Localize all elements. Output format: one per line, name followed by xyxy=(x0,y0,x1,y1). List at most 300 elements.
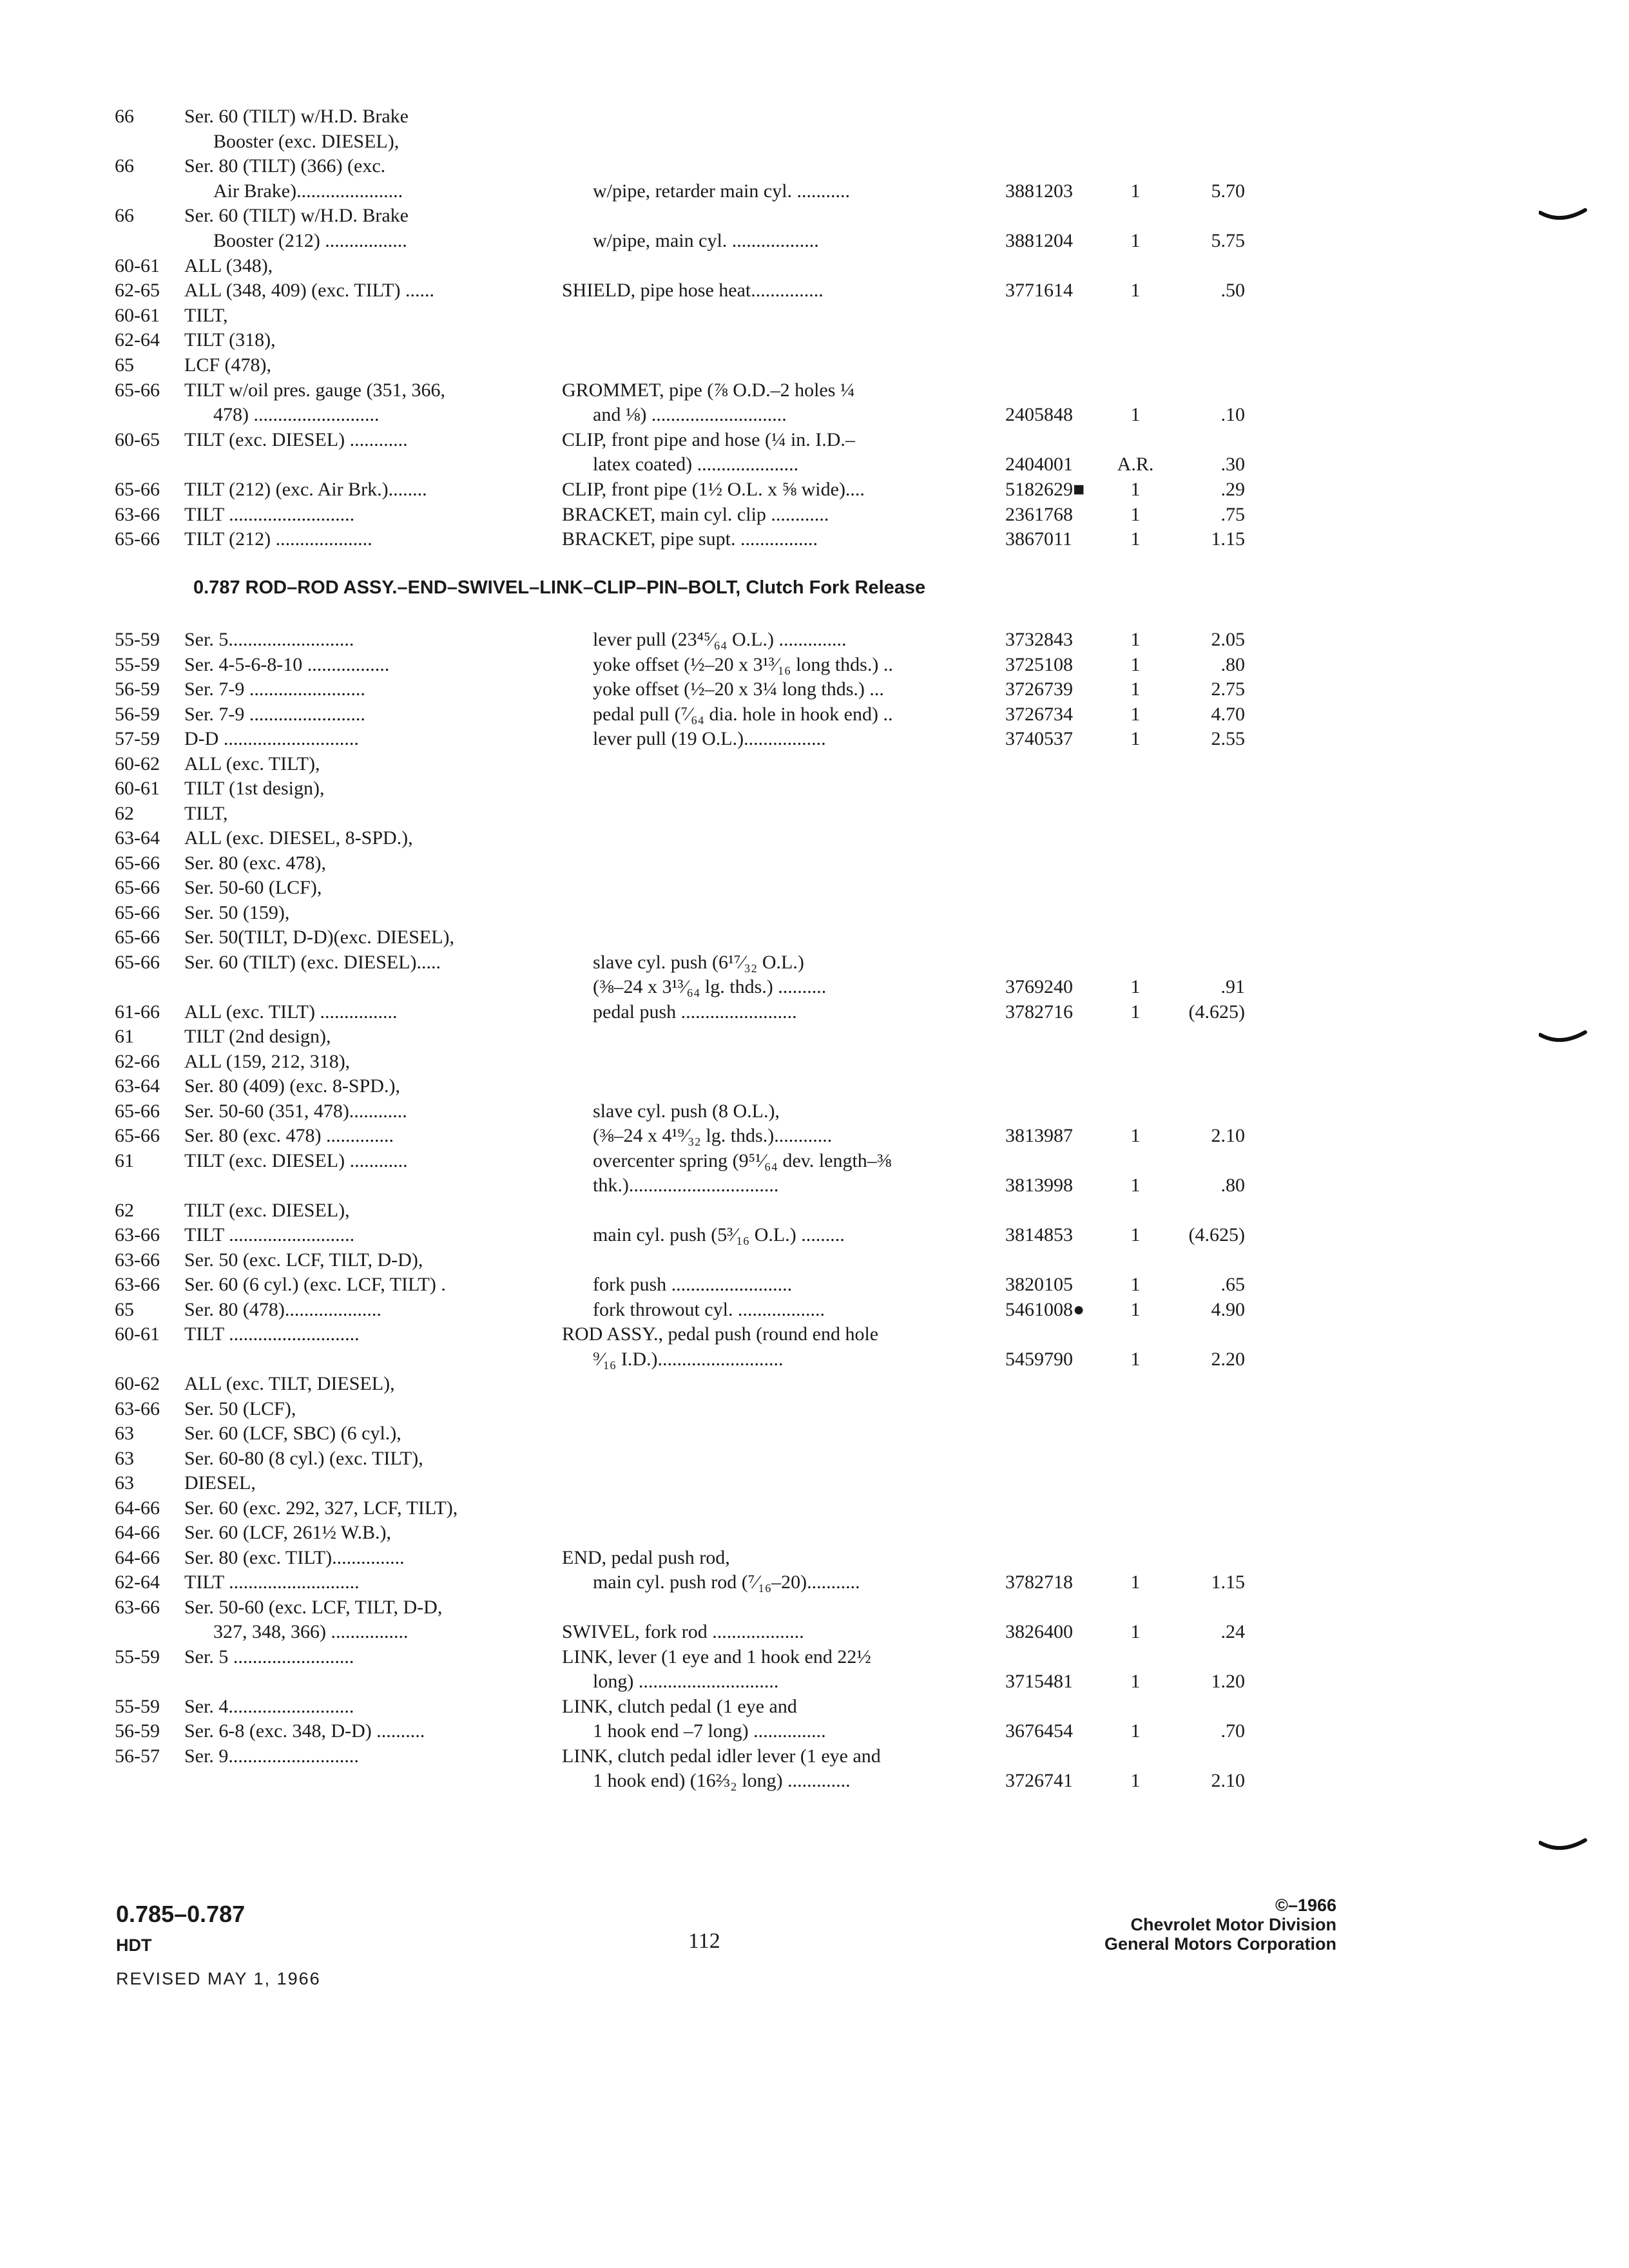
year-cell: 60-62 xyxy=(115,753,160,774)
quantity-cell: 1 xyxy=(1130,1125,1141,1146)
part-number-cell: 3813987 xyxy=(1005,1125,1073,1146)
table-row xyxy=(0,179,1629,204)
description-cell: GROMMET, pipe (⅞ O.D.–2 holes ¼ xyxy=(562,379,855,401)
application-cell: TILT (212) .................... xyxy=(184,528,372,550)
price-cell: 2.55 xyxy=(1211,728,1245,749)
application-cell: TILT (exc. DIESEL) ............ xyxy=(184,428,408,450)
application-cell: TILT w/oil pres. gauge (351, 366, xyxy=(184,379,445,401)
table-row xyxy=(0,130,1629,154)
table-row xyxy=(0,1769,1629,1793)
quantity-cell: 1 xyxy=(1130,1274,1141,1295)
table-row xyxy=(0,1173,1629,1198)
application-cell: Booster (212) ................. xyxy=(213,230,407,251)
application-cell: Ser. 60 (6 cyl.) (exc. LCF, TILT) . xyxy=(184,1274,446,1295)
application-cell: Ser. 50 (159), xyxy=(184,901,290,923)
price-cell: 1.20 xyxy=(1211,1671,1245,1692)
section-heading: 0.787 ROD–ROD ASSY.–END–SWIVEL–LINK–CLIP–PIN–BOLT, Clutch Fork Release xyxy=(193,577,926,598)
table-row xyxy=(0,428,1629,452)
description-cell: SHIELD, pipe hose heat............... xyxy=(562,280,824,302)
application-cell: Air Brake)...................... xyxy=(213,180,403,202)
year-cell: 56-59 xyxy=(115,1720,160,1742)
application-cell: ALL (exc. TILT), xyxy=(184,753,320,774)
application-cell: TILT (2nd design), xyxy=(184,1026,331,1047)
application-cell: Ser. 80 (exc. 478), xyxy=(184,852,326,874)
table-row xyxy=(0,901,1629,925)
application-cell: TILT .......................... xyxy=(184,503,355,525)
application-cell: ALL (exc. TILT, DIESEL), xyxy=(184,1373,395,1394)
part-number-cell: 3813998 xyxy=(1005,1175,1073,1196)
part-number-cell: 3732843 xyxy=(1005,629,1073,650)
description-cell: latex coated) ..................... xyxy=(593,454,799,476)
part-number-cell: 5182629■ xyxy=(1005,479,1085,500)
year-cell: 60-61 xyxy=(115,304,160,326)
price-cell: 2.10 xyxy=(1211,1125,1245,1146)
year-cell: 63-66 xyxy=(115,1224,160,1245)
application-cell: TILT, xyxy=(184,802,228,824)
application-cell: Ser. 9........................... xyxy=(184,1745,359,1767)
description-cell: overcenter spring (9⁵¹⁄₆₄ dev. length–⅜ xyxy=(593,1149,892,1171)
part-number-cell: 3881204 xyxy=(1005,230,1073,251)
margin-bracket-mark-icon xyxy=(1539,206,1588,227)
part-number-cell: 5461008● xyxy=(1005,1298,1085,1320)
price-cell: 2.10 xyxy=(1211,1770,1245,1791)
year-cell: 57-59 xyxy=(115,728,160,749)
year-cell: 60-65 xyxy=(115,428,160,450)
table-row xyxy=(0,254,1629,278)
year-cell: 60-61 xyxy=(115,255,160,276)
quantity-cell: 1 xyxy=(1130,1770,1141,1791)
price-cell: 2.20 xyxy=(1211,1348,1245,1370)
part-number-cell: 3740537 xyxy=(1005,728,1073,749)
year-cell: 64-66 xyxy=(115,1522,160,1543)
price-cell: .75 xyxy=(1220,503,1245,525)
quantity-cell: 1 xyxy=(1130,703,1141,725)
price-cell: .91 xyxy=(1220,976,1245,997)
year-cell: 65-66 xyxy=(115,1125,160,1146)
table-row xyxy=(0,503,1629,527)
year-cell: 60-62 xyxy=(115,1373,160,1394)
table-row xyxy=(0,1546,1629,1570)
part-number-cell: 3881203 xyxy=(1005,180,1073,202)
description-cell: ROD ASSY., pedal push (round end hole xyxy=(562,1323,879,1345)
price-cell: 2.05 xyxy=(1211,629,1245,650)
price-cell: 1.15 xyxy=(1211,528,1245,550)
table-row xyxy=(0,1719,1629,1744)
price-cell: (4.625) xyxy=(1188,1224,1245,1245)
description-cell: CLIP, front pipe (1½ O.L. x ⅝ wide).... xyxy=(562,479,865,500)
price-cell: .70 xyxy=(1220,1720,1245,1742)
table-row xyxy=(0,1695,1629,1719)
year-cell: 62-64 xyxy=(115,329,160,351)
quantity-cell: 1 xyxy=(1130,1001,1141,1023)
quantity-cell: 1 xyxy=(1130,629,1141,650)
quantity-cell: 1 xyxy=(1130,479,1141,500)
table-row xyxy=(0,328,1629,352)
table-row xyxy=(0,403,1629,427)
table-row xyxy=(0,702,1629,727)
year-cell: 65-66 xyxy=(115,951,160,973)
application-cell: TILT ........................... xyxy=(184,1571,360,1593)
price-cell: .80 xyxy=(1220,653,1245,675)
year-cell: 63 xyxy=(115,1447,134,1469)
year-cell: 63-66 xyxy=(115,1249,160,1271)
price-cell: (4.625) xyxy=(1188,1001,1245,1023)
application-cell: TILT ........................... xyxy=(184,1323,360,1345)
year-cell: 55-59 xyxy=(115,629,160,650)
table-row xyxy=(0,1273,1629,1297)
application-cell: Ser. 60 (LCF, 261½ W.B.), xyxy=(184,1522,391,1543)
year-cell: 63-66 xyxy=(115,1398,160,1419)
table-row xyxy=(0,477,1629,502)
application-cell: Booster (exc. DIESEL), xyxy=(213,130,400,152)
description-cell: lever pull (19 O.L.)................. xyxy=(593,728,826,749)
table-row xyxy=(0,925,1629,950)
description-cell: w/pipe, main cyl. .................. xyxy=(593,230,819,251)
year-cell: 66 xyxy=(115,205,134,227)
description-cell: BRACKET, main cyl. clip ............ xyxy=(562,503,829,525)
table-row xyxy=(0,1471,1629,1495)
part-number-cell: 3782716 xyxy=(1005,1001,1073,1023)
application-cell: ALL (348), xyxy=(184,255,273,276)
application-cell: Ser. 60-80 (8 cyl.) (exc. TILT), xyxy=(184,1447,423,1469)
quantity-cell: 1 xyxy=(1130,404,1141,426)
price-cell: .10 xyxy=(1220,404,1245,426)
year-cell: 64-66 xyxy=(115,1497,160,1519)
application-cell: Ser. 60 (TILT) (exc. DIESEL)..... xyxy=(184,951,441,973)
table-row xyxy=(0,204,1629,228)
description-cell: LINK, clutch pedal idler lever (1 eye and xyxy=(562,1745,881,1767)
year-cell: 65 xyxy=(115,1298,134,1320)
quantity-cell: 1 xyxy=(1130,1621,1141,1642)
description-cell: slave cyl. push (8 O.L.), xyxy=(593,1100,780,1122)
year-cell: 60-61 xyxy=(115,1323,160,1345)
description-cell: pedal push ........................ xyxy=(593,1001,797,1023)
year-cell: 63-66 xyxy=(115,503,160,525)
table-row xyxy=(0,1372,1629,1396)
part-number-cell: 3769240 xyxy=(1005,976,1073,997)
price-cell: .80 xyxy=(1220,1175,1245,1196)
table-row xyxy=(0,154,1629,178)
price-cell: .29 xyxy=(1220,479,1245,500)
description-cell: slave cyl. push (6¹⁷⁄₃₂ O.L.) xyxy=(593,951,804,973)
year-cell: 65-66 xyxy=(115,852,160,874)
year-cell: 65-66 xyxy=(115,479,160,500)
table-row xyxy=(0,353,1629,378)
price-cell: .50 xyxy=(1220,280,1245,302)
price-cell: .24 xyxy=(1220,1621,1245,1642)
quantity-cell: 1 xyxy=(1130,230,1141,251)
application-cell: Ser. 80 (TILT) (366) (exc. xyxy=(184,155,386,177)
table-row xyxy=(0,1074,1629,1099)
quantity-cell: A.R. xyxy=(1117,454,1154,476)
year-cell: 65-66 xyxy=(115,528,160,550)
table-row xyxy=(0,851,1629,876)
part-number-cell: 3771614 xyxy=(1005,280,1073,302)
footer-revised-date: REVISED MAY 1, 1966 xyxy=(116,1969,321,1988)
description-cell: LINK, lever (1 eye and 1 hook end 22½ xyxy=(562,1646,871,1667)
description-cell: fork throwout cyl. .................. xyxy=(593,1298,825,1320)
table-row xyxy=(0,1298,1629,1322)
price-cell: 4.90 xyxy=(1211,1298,1245,1320)
description-cell: pedal pull (⁷⁄₆₄ dia. hole in hook end) .. xyxy=(593,703,893,725)
application-cell: Ser. 80 (exc. 478) .............. xyxy=(184,1125,394,1146)
year-cell: 61 xyxy=(115,1149,134,1171)
application-cell: Ser. 4-5-6-8-10 ................. xyxy=(184,653,390,675)
table-row xyxy=(0,776,1629,801)
application-cell: Ser. 50-60 (exc. LCF, TILT, D-D, xyxy=(184,1596,443,1618)
part-number-cell: 3676454 xyxy=(1005,1720,1073,1742)
description-cell: yoke offset (½–20 x 3¼ long thds.) ... xyxy=(593,678,884,700)
year-cell: 55-59 xyxy=(115,1695,160,1717)
footer-section-range: 0.785–0.787 xyxy=(116,1901,246,1927)
quantity-cell: 1 xyxy=(1130,280,1141,302)
description-cell: thk.)............................... xyxy=(593,1175,779,1196)
table-row xyxy=(0,1223,1629,1247)
application-cell: TILT (212) (exc. Air Brk.)........ xyxy=(184,479,427,500)
year-cell: 65-66 xyxy=(115,901,160,923)
table-row xyxy=(0,802,1629,826)
application-cell: Ser. 50-60 (LCF), xyxy=(184,877,322,898)
table-row xyxy=(0,1050,1629,1074)
part-number-cell: 3826400 xyxy=(1005,1621,1073,1642)
part-number-cell: 3814853 xyxy=(1005,1224,1073,1245)
part-number-cell: 3726734 xyxy=(1005,703,1073,725)
table-row xyxy=(0,303,1629,328)
description-cell: and ⅛) ............................ xyxy=(593,404,787,426)
description-cell: yoke offset (½–20 x 3¹³⁄₁₆ long thds.) .. xyxy=(593,653,893,675)
year-cell: 56-59 xyxy=(115,703,160,725)
year-cell: 65-66 xyxy=(115,1100,160,1122)
table-row xyxy=(0,1198,1629,1223)
application-cell: Ser. 6-8 (exc. 348, D-D) .......... xyxy=(184,1720,425,1742)
application-cell: ALL (348, 409) (exc. TILT) ...... xyxy=(184,280,434,302)
table-row xyxy=(0,1322,1629,1347)
footer-copyright: ©–1966 xyxy=(1275,1896,1336,1915)
description-cell: main cyl. push (5³⁄₁₆ O.L.) ......... xyxy=(593,1224,845,1245)
application-cell: Ser. 7-9 ........................ xyxy=(184,678,365,700)
quantity-cell: 1 xyxy=(1130,1720,1141,1742)
description-cell: 1 hook end –7 long) ............... xyxy=(593,1720,826,1742)
description-cell: long) ............................. xyxy=(593,1671,779,1692)
description-cell: END, pedal push rod, xyxy=(562,1546,730,1568)
description-cell: SWIVEL, fork rod ................... xyxy=(562,1621,804,1642)
application-cell: ALL (exc. DIESEL, 8-SPD.), xyxy=(184,827,413,849)
table-row xyxy=(0,727,1629,751)
table-row xyxy=(0,1024,1629,1049)
footer-division: Chevrolet Motor Division xyxy=(1130,1915,1336,1934)
application-cell: Ser. 60 (TILT) w/H.D. Brake xyxy=(184,205,409,227)
price-cell: 1.15 xyxy=(1211,1571,1245,1593)
application-cell: Ser. 80 (478).................... xyxy=(184,1298,381,1320)
table-row xyxy=(0,1149,1629,1173)
application-cell: Ser. 5 ......................... xyxy=(184,1646,354,1667)
application-cell: Ser. 50 (exc. LCF, TILT, D-D), xyxy=(184,1249,423,1271)
quantity-cell: 1 xyxy=(1130,180,1141,202)
description-cell: w/pipe, retarder main cyl. ........... xyxy=(593,180,851,202)
application-cell: Ser. 60 (exc. 292, 327, LCF, TILT), xyxy=(184,1497,458,1519)
part-number-cell: 3726741 xyxy=(1005,1770,1073,1791)
year-cell: 65 xyxy=(115,354,134,376)
application-cell: Ser. 5.......................... xyxy=(184,629,354,650)
year-cell: 65-66 xyxy=(115,379,160,401)
table-row xyxy=(0,1421,1629,1446)
year-cell: 63-64 xyxy=(115,827,160,849)
quantity-cell: 1 xyxy=(1130,503,1141,525)
application-cell: Ser. 50(TILT, D-D)(exc. DIESEL), xyxy=(184,927,455,948)
table-row xyxy=(0,975,1629,999)
table-row xyxy=(0,1669,1629,1694)
quantity-cell: 1 xyxy=(1130,1224,1141,1245)
table-row xyxy=(0,1446,1629,1471)
part-number-cell: 2361768 xyxy=(1005,503,1073,525)
table-row xyxy=(0,826,1629,850)
page-number: 112 xyxy=(688,1929,720,1953)
table-row xyxy=(0,752,1629,776)
quantity-cell: 1 xyxy=(1130,1298,1141,1320)
year-cell: 61-66 xyxy=(115,1001,160,1023)
year-cell: 62-64 xyxy=(115,1571,160,1593)
year-cell: 63-66 xyxy=(115,1274,160,1295)
application-cell: Ser. 60 (TILT) w/H.D. Brake xyxy=(184,106,409,127)
year-cell: 66 xyxy=(115,106,134,127)
description-cell: (⅜–24 x 4¹⁹⁄₃₂ lg. thds.)............ xyxy=(593,1125,833,1146)
description-cell: fork push ......................... xyxy=(593,1274,793,1295)
table-row xyxy=(0,452,1629,477)
part-number-cell: 3867011 xyxy=(1005,528,1072,550)
application-cell: TILT (318), xyxy=(184,329,276,351)
quantity-cell: 1 xyxy=(1130,728,1141,749)
table-row xyxy=(0,1570,1629,1595)
application-cell: ALL (159, 212, 318), xyxy=(184,1050,351,1072)
table-row xyxy=(0,1744,1629,1769)
year-cell: 65-66 xyxy=(115,877,160,898)
table-row xyxy=(0,677,1629,702)
table-row xyxy=(0,229,1629,253)
year-cell: 60-61 xyxy=(115,778,160,799)
part-number-cell: 3820105 xyxy=(1005,1274,1073,1295)
application-cell: Ser. 4.......................... xyxy=(184,1695,354,1717)
application-cell: LCF (478), xyxy=(184,354,271,376)
footer-corporation: General Motors Corporation xyxy=(1104,1934,1336,1954)
price-cell: 5.75 xyxy=(1211,230,1245,251)
table-row xyxy=(0,1496,1629,1521)
description-cell: lever pull (23⁴⁵⁄₆₄ O.L.) .............. xyxy=(593,629,847,650)
table-row xyxy=(0,1521,1629,1545)
footer-model: HDT xyxy=(116,1936,152,1955)
quantity-cell: 1 xyxy=(1130,976,1141,997)
quantity-cell: 1 xyxy=(1130,678,1141,700)
part-number-cell: 3715481 xyxy=(1005,1671,1073,1692)
table-row xyxy=(0,1000,1629,1024)
table-row xyxy=(0,1645,1629,1669)
application-cell: ALL (exc. TILT) ................ xyxy=(184,1001,398,1023)
year-cell: 62 xyxy=(115,802,134,824)
year-cell: 64-66 xyxy=(115,1546,160,1568)
quantity-cell: 1 xyxy=(1130,1671,1141,1692)
application-cell: Ser. 50 (LCF), xyxy=(184,1398,296,1419)
table-row xyxy=(0,104,1629,129)
year-cell: 63-64 xyxy=(115,1075,160,1097)
part-number-cell: 3782718 xyxy=(1005,1571,1073,1593)
application-cell: Ser. 60 (LCF, SBC) (6 cyl.), xyxy=(184,1423,401,1444)
table-row xyxy=(0,378,1629,403)
year-cell: 56-57 xyxy=(115,1745,160,1767)
application-cell: D-D ............................ xyxy=(184,728,359,749)
application-cell: TILT (exc. DIESEL), xyxy=(184,1199,350,1221)
description-cell: BRACKET, pipe supt. ................ xyxy=(562,528,818,550)
year-cell: 62-66 xyxy=(115,1050,160,1072)
description-cell: (⅜–24 x 3¹³⁄₆₄ lg. thds.) .......... xyxy=(593,976,827,997)
table-row xyxy=(0,1347,1629,1372)
part-number-cell: 3726739 xyxy=(1005,678,1073,700)
table-row xyxy=(0,628,1629,652)
application-cell: Ser. 50-60 (351, 478)............ xyxy=(184,1100,407,1122)
table-row xyxy=(0,876,1629,900)
year-cell: 62-65 xyxy=(115,280,160,302)
year-cell: 61 xyxy=(115,1026,134,1047)
quantity-cell: 1 xyxy=(1130,653,1141,675)
description-cell: LINK, clutch pedal (1 eye and xyxy=(562,1695,797,1717)
description-cell: 1 hook end) (16⅔₂ long) ............. xyxy=(593,1770,851,1791)
quantity-cell: 1 xyxy=(1130,528,1141,550)
application-cell: DIESEL, xyxy=(184,1472,256,1494)
application-cell: TILT .......................... xyxy=(184,1224,355,1245)
application-cell: Ser. 80 (409) (exc. 8-SPD.), xyxy=(184,1075,400,1097)
application-cell: 478) .......................... xyxy=(213,404,380,426)
description-cell: ⁹⁄₁₆ I.D.).......................... xyxy=(593,1348,784,1370)
year-cell: 66 xyxy=(115,155,134,177)
price-cell: .65 xyxy=(1220,1274,1245,1295)
application-cell: Ser. 7-9 ........................ xyxy=(184,703,365,725)
application-cell: TILT, xyxy=(184,304,228,326)
year-cell: 56-59 xyxy=(115,678,160,700)
margin-bracket-mark-icon xyxy=(1539,1836,1588,1857)
quantity-cell: 1 xyxy=(1130,1571,1141,1593)
year-cell: 55-59 xyxy=(115,1646,160,1667)
price-cell: 5.70 xyxy=(1211,180,1245,202)
description-cell: main cyl. push rod (⁷⁄₁₆–20)........... xyxy=(593,1571,860,1593)
price-cell: 4.70 xyxy=(1211,703,1245,725)
quantity-cell: 1 xyxy=(1130,1348,1141,1370)
table-row xyxy=(0,278,1629,303)
application-cell: TILT (1st design), xyxy=(184,778,325,799)
application-cell: Ser. 80 (exc. TILT)............... xyxy=(184,1546,405,1568)
table-row xyxy=(0,950,1629,975)
year-cell: 65-66 xyxy=(115,927,160,948)
price-cell: 2.75 xyxy=(1211,678,1245,700)
part-number-cell: 3725108 xyxy=(1005,653,1073,675)
table-row xyxy=(0,1248,1629,1273)
year-cell: 63 xyxy=(115,1472,134,1494)
part-number-cell: 5459790 xyxy=(1005,1348,1073,1370)
year-cell: 62 xyxy=(115,1199,134,1221)
table-row xyxy=(0,527,1629,552)
application-cell: 327, 348, 366) ................ xyxy=(213,1621,409,1642)
table-row xyxy=(0,1099,1629,1124)
quantity-cell: 1 xyxy=(1130,1175,1141,1196)
part-number-cell: 2404001 xyxy=(1005,454,1073,476)
application-cell: TILT (exc. DIESEL) ............ xyxy=(184,1149,408,1171)
description-cell: CLIP, front pipe and hose (¼ in. I.D.– xyxy=(562,428,855,450)
year-cell: 63 xyxy=(115,1423,134,1444)
year-cell: 63-66 xyxy=(115,1596,160,1618)
table-row xyxy=(0,1397,1629,1421)
margin-bracket-mark-icon xyxy=(1539,1028,1588,1049)
table-row xyxy=(0,1595,1629,1620)
year-cell: 55-59 xyxy=(115,653,160,675)
table-row xyxy=(0,653,1629,677)
table-row xyxy=(0,1620,1629,1644)
